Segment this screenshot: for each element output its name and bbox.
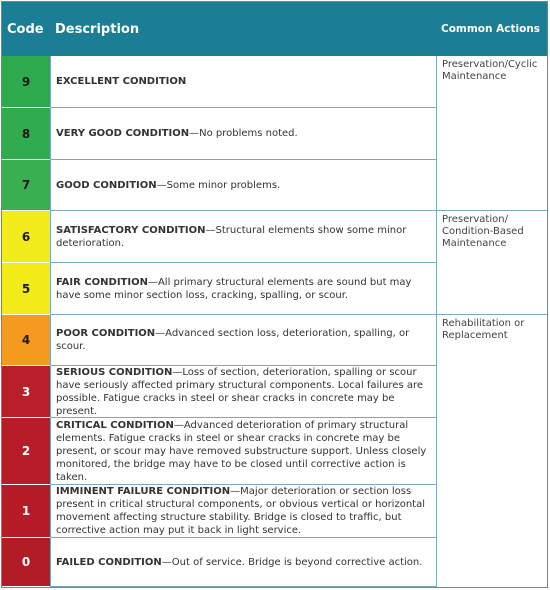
table-row-code-1 (2, 485, 436, 538)
description-cell (50, 211, 436, 263)
table-row-code-9 (2, 56, 436, 108)
description-cell (50, 418, 436, 485)
condition-text: —Some minor problems. (156, 179, 281, 191)
code-cell: 8 (2, 108, 50, 160)
table-row-code-5 (2, 263, 436, 315)
description-cell (50, 56, 436, 108)
code-cell: 3 (2, 366, 50, 418)
code-cell: 5 (2, 263, 50, 315)
description-cell (50, 160, 436, 211)
action-preservation-condition-based: Preservation/ Condition-Based Maintenance (436, 211, 547, 315)
table-row-code-7 (2, 160, 436, 211)
condition-title: GOOD CONDITION (56, 179, 157, 191)
condition-text: —Advanced section loss, deterioration, spalling, or scour. (56, 328, 410, 352)
condition-title: VERY GOOD CONDITION (56, 128, 190, 139)
table-row-code-4 (2, 315, 436, 366)
code-cell: 7 (2, 160, 50, 211)
condition-title: SERIOUS CONDITION (56, 366, 173, 378)
description-cell (50, 485, 436, 538)
table-row-code-6 (2, 211, 436, 263)
condition-rating-table (1, 1, 548, 588)
code-cell: 6 (2, 211, 50, 263)
table-row-code-0 (2, 538, 436, 587)
description-cell (50, 263, 436, 315)
description-cell (50, 315, 436, 366)
table-header (2, 2, 547, 56)
table-row-code-8 (2, 108, 436, 160)
table-row-code-2 (2, 418, 436, 485)
condition-text: —Loss of section, deterioration, spalling or scour have seriously affected primary structural components. Local failures are possible. Fatigue cracks in steel or shear cracks in concrete may be present. (56, 366, 424, 417)
condition-title: SATISFACTORY CONDITION (56, 224, 206, 236)
code-cell: 9 (2, 56, 50, 108)
code-cell: 0 (2, 538, 50, 587)
condition-text: —Out of service. Bridge is beyond corrective action. (161, 556, 423, 568)
condition-title: IMMINENT FAILURE CONDITION (56, 486, 231, 497)
condition-text: —No problems noted. (189, 128, 298, 139)
condition-title: FAIR CONDITION (56, 276, 148, 288)
condition-text: —Major deterioration or section loss present in critical structural components, or obvious vertical or horizontal movement affecting structure stability. Bridge is closed to traffic, but corrective action may put it back in light service. (56, 486, 425, 536)
description-cell (50, 108, 436, 160)
header-common-actions: Common Actions (441, 23, 541, 35)
action-preservation-cyclic: Preservation/Cyclic Maintenance (436, 56, 547, 211)
code-cell: 4 (2, 315, 50, 366)
code-cell: 1 (2, 485, 50, 538)
header-description: Description (55, 21, 140, 37)
description-cell (50, 538, 436, 587)
description-cell (50, 366, 436, 418)
condition-title: EXCELLENT CONDITION (56, 76, 187, 87)
header-code: Code (7, 21, 44, 37)
condition-title: CRITICAL CONDITION (56, 419, 174, 431)
condition-text: —Advanced deterioration of primary structural elements. Fatigue cracks in steel or shear cracks in concrete may be present, or scour may have removed substructure support. Unless closely monitored, the bridge may have to be closed until corrective action is taken. (56, 419, 427, 483)
table-row-code-3 (2, 366, 436, 418)
action-rehabilitation-replacement: Rehabilitation or Replacement (436, 315, 547, 587)
code-cell: 2 (2, 418, 50, 485)
condition-title: FAILED CONDITION (56, 556, 162, 568)
condition-text: —All primary structural elements are sound but may have some minor section loss, cracking, spalling, or scour. (56, 276, 412, 301)
condition-title: POOR CONDITION (56, 328, 156, 339)
condition-text: —Structural elements show some minor deterioration. (56, 224, 407, 249)
